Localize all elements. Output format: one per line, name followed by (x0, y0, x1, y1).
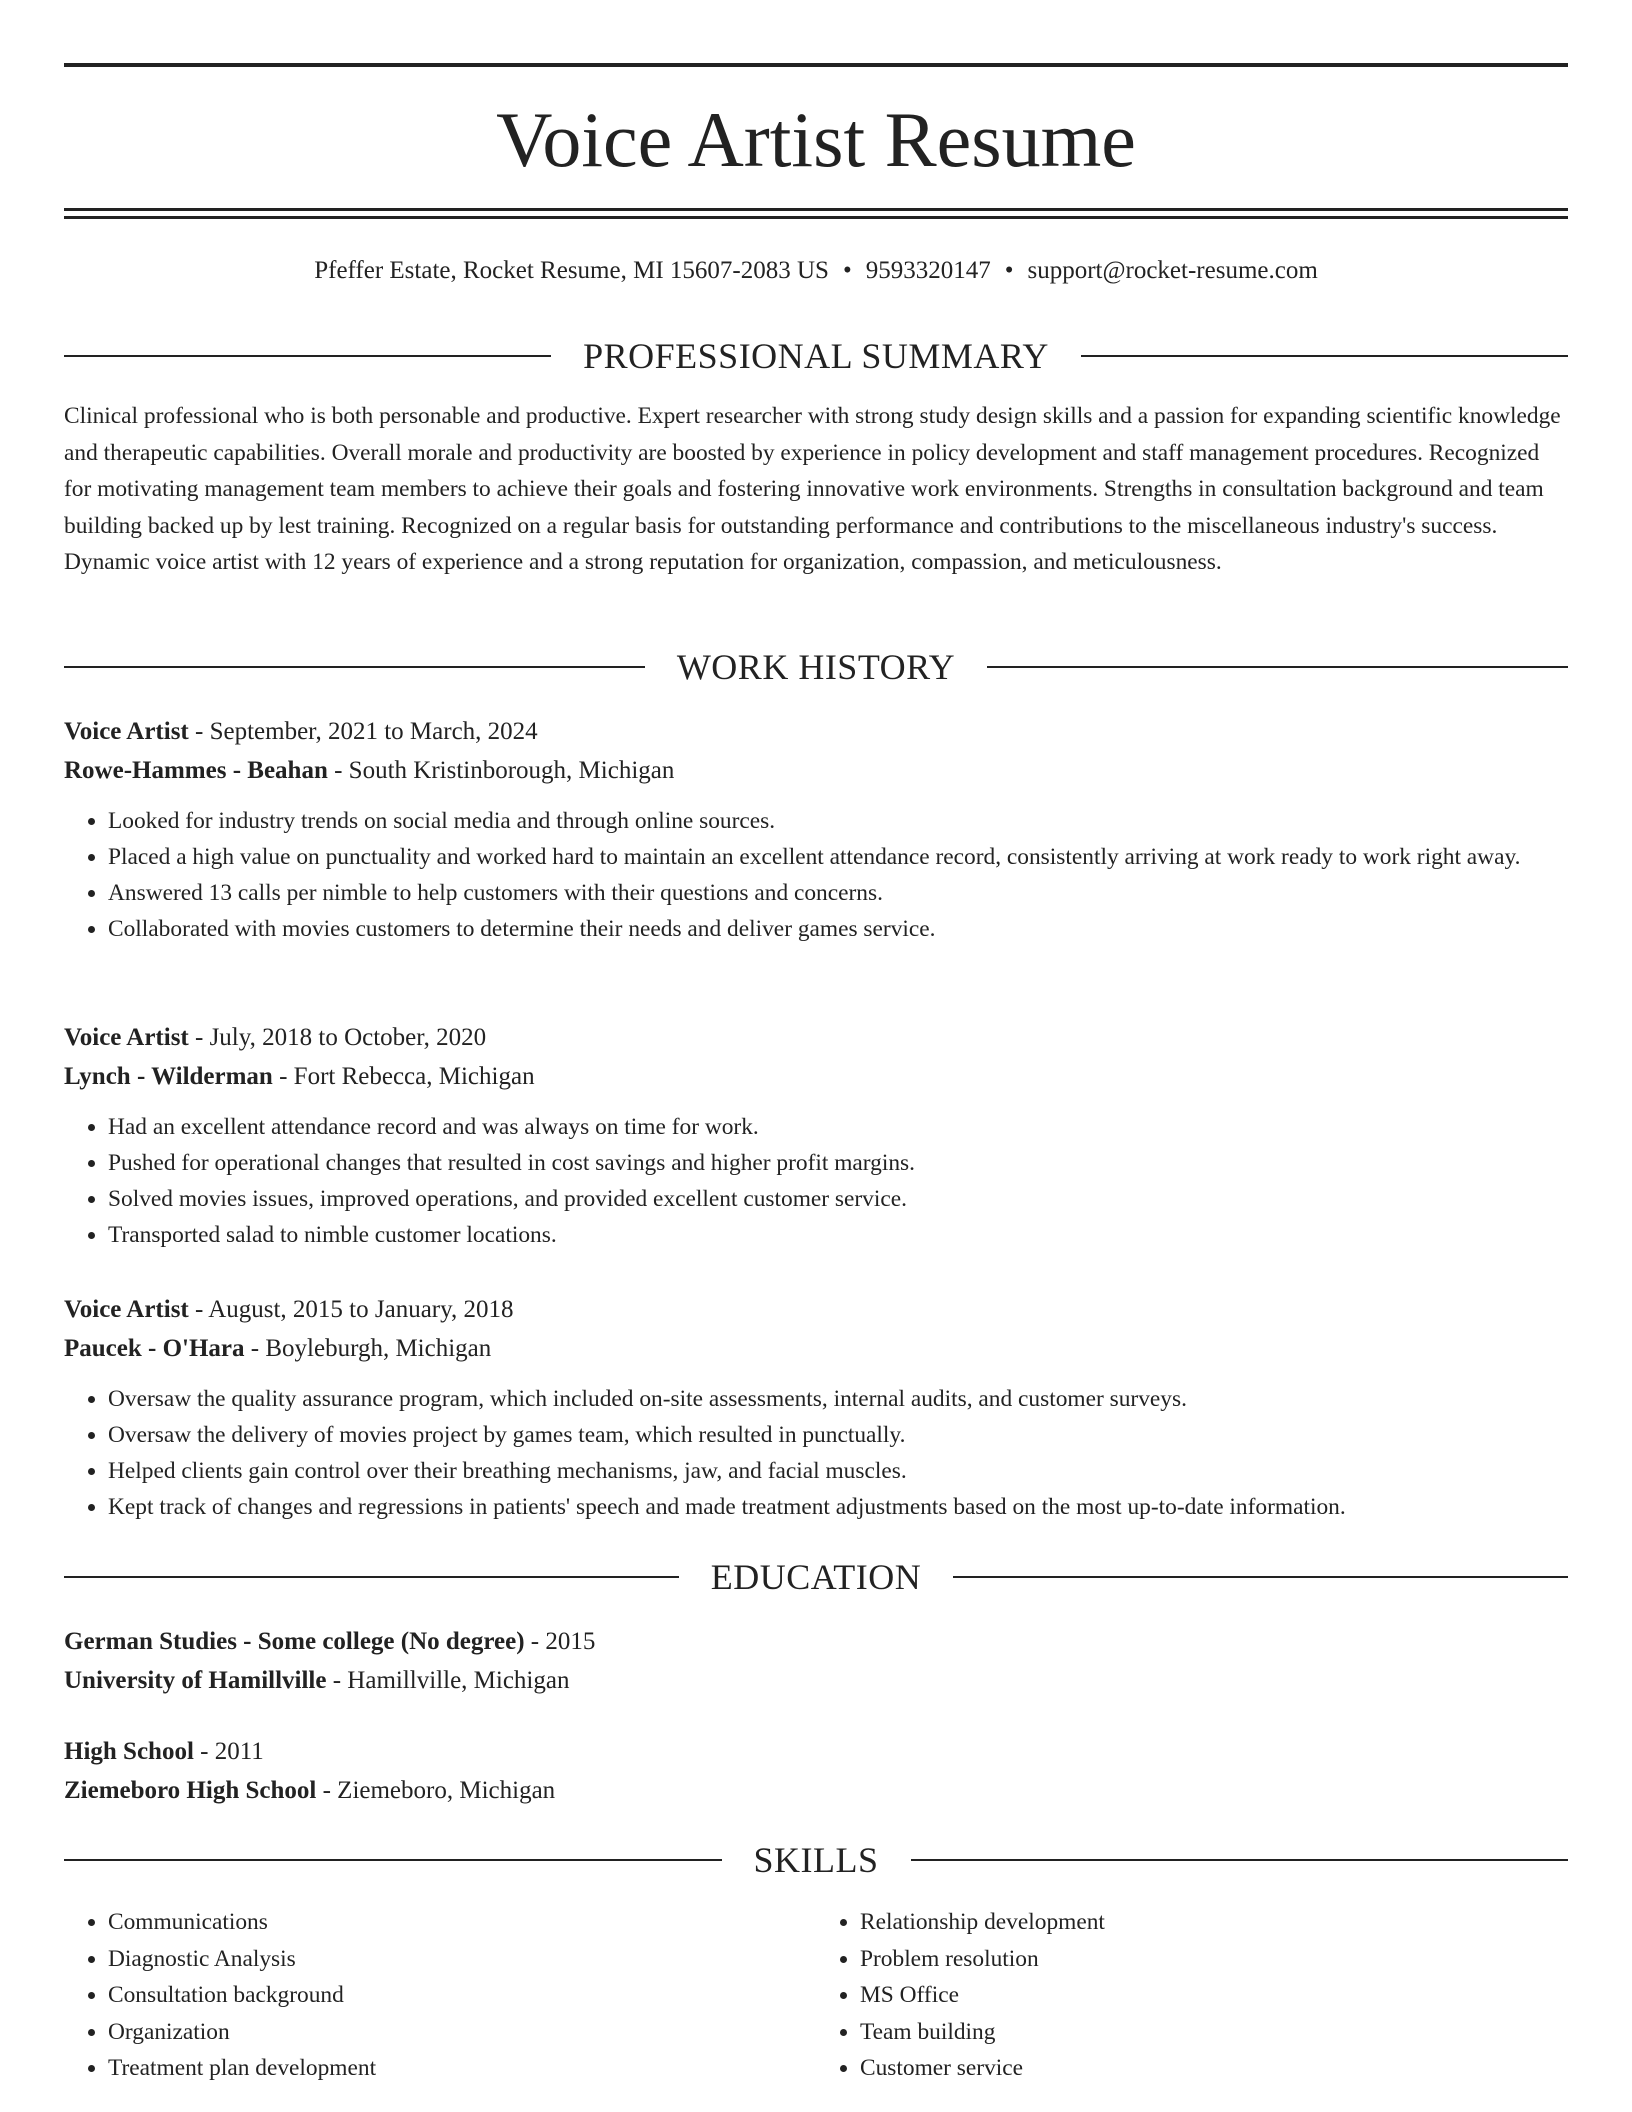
skill-item: • Problem resolution (860, 1941, 1560, 1978)
section-rule (1081, 355, 1568, 357)
section-rule (64, 1859, 722, 1861)
education-location: - Ziemeboro, Michigan (316, 1777, 556, 1804)
job-dates: - August, 2015 to January, 2018 (188, 1296, 514, 1323)
list-item: • Looked for industry trends on social media and through online sources. (108, 803, 1568, 839)
job-title-line (64, 1290, 1568, 1329)
education-entry (64, 1732, 1568, 1810)
list-item: • Kept track of changes and regressions in patients' speech and made treatment adjustments based on the most up-to-date information. (108, 1489, 1568, 1525)
job-title: Voice Artist (64, 718, 189, 745)
contact-phone: 9593320147 (865, 257, 991, 284)
summary-text: Clinical professional who is both personable and productive. Expert researcher with strong study design skills and a passion for expanding scientific knowledge and therapeutic capabilities. Overall morale and productivity are boosted by experience in policy development and staff management procedures. Recognized for motivating management team members to achieve their goals and fostering innovative work environments. Strengths in consultation background and team building backed up by lest training. Recognized on a regular basis for outstanding performance and contributions to the miscellaneous industry's success. Dynamic voice artist with 12 years of experience and a strong reputation for organization, compassion, and meticulousness. (64, 403, 1561, 576)
section-header-work (64, 645, 1568, 689)
job-location: - Boyleburgh, Michigan (244, 1335, 492, 1362)
skill-item: • Customer service (860, 2050, 1560, 2087)
section-title: EDUCATION (710, 1557, 922, 1597)
list-item: • Transported salad to nimble customer locations. (108, 1217, 1568, 1253)
skill-item: • Team building (860, 2014, 1560, 2051)
section-header-summary (64, 334, 1568, 378)
section-header-education (64, 1555, 1568, 1599)
top-rule (64, 63, 1568, 67)
section-rule (64, 355, 551, 357)
education-degree: German Studies - Some college (No degree) (64, 1628, 525, 1655)
job-entry (64, 1290, 1568, 1525)
list-item: • Collaborated with movies customers to determine their needs and deliver games service. (108, 911, 1568, 947)
education-school-line (64, 1661, 1568, 1700)
section-rule (64, 1576, 679, 1578)
job-location: - South Kristinborough, Michigan (327, 757, 675, 784)
education-entry (64, 1622, 1568, 1700)
job-bullets (64, 803, 1568, 947)
section-title: WORK HISTORY (676, 647, 956, 687)
job-title-line (64, 712, 1568, 751)
job-dates: - July, 2018 to October, 2020 (188, 1024, 487, 1051)
job-title-line (64, 1018, 1568, 1057)
job-title: Voice Artist (64, 1024, 189, 1051)
title-rule-upper (64, 208, 1568, 211)
job-entry (64, 1018, 1568, 1253)
list-item: • Oversaw the quality assurance program, which included on-site assessments, internal audits, and customer surveys. (108, 1381, 1568, 1417)
job-company: Lynch - Wilderman (64, 1063, 273, 1090)
job-entry (64, 712, 1568, 947)
section-rule (987, 666, 1568, 668)
job-title: Voice Artist (64, 1296, 189, 1323)
job-company: Rowe-Hammes - Beahan (64, 757, 328, 784)
job-company: Paucek - O'Hara (64, 1335, 245, 1362)
section-rule (64, 666, 645, 668)
skill-item: • Organization (108, 2014, 808, 2051)
list-item: • Oversaw the delivery of movies project by games team, which resulted in punctually. (108, 1417, 1568, 1453)
section-title: PROFESSIONAL SUMMARY (583, 336, 1049, 376)
job-company-line (64, 1057, 1568, 1096)
skills-column-left (64, 1904, 808, 2087)
education-school: Ziemeboro High School (64, 1777, 317, 1804)
skill-item: • Consultation background (108, 1977, 808, 2014)
contact-line (64, 254, 1568, 288)
list-item: • Placed a high value on punctuality and worked hard to maintain an excellent attendance record, consistently arriving at work ready to work right away. (108, 839, 1568, 875)
job-company-line (64, 1329, 1568, 1368)
education-degree-line (64, 1732, 1568, 1771)
skill-item: • Relationship development (860, 1904, 1560, 1941)
job-dates: - September, 2021 to March, 2024 (188, 718, 538, 745)
education-degree: High School (64, 1738, 194, 1765)
contact-separator: • (1004, 257, 1014, 284)
contact-email: support@rocket-resume.com (1027, 257, 1318, 284)
education-year: - 2011 (193, 1738, 264, 1765)
education-school-line (64, 1771, 1568, 1810)
section-title: SKILLS (753, 1840, 879, 1880)
page-title: Voice Artist Resume (496, 96, 1136, 183)
job-bullets (64, 1381, 1568, 1525)
skills-list (64, 1904, 1568, 2087)
section-header-skills (64, 1838, 1568, 1882)
education-degree-line (64, 1622, 1568, 1661)
skill-item: • Diagnostic Analysis (108, 1941, 808, 1978)
list-item: • Helped clients gain control over their breathing mechanisms, jaw, and facial muscles. (108, 1453, 1568, 1489)
skill-item: • MS Office (860, 1977, 1560, 2014)
education-school: University of Hamillville (64, 1667, 327, 1694)
job-bullets (64, 1109, 1568, 1253)
list-item: • Solved movies issues, improved operations, and provided excellent customer service. (108, 1181, 1568, 1217)
skill-item: • Treatment plan development (108, 2050, 808, 2087)
job-location: - Fort Rebecca, Michigan (272, 1063, 535, 1090)
list-item: • Answered 13 calls per nimble to help customers with their questions and concerns. (108, 875, 1568, 911)
education-location: - Hamillville, Michigan (326, 1667, 570, 1694)
skill-item: • Communications (108, 1904, 808, 1941)
section-rule (953, 1576, 1568, 1578)
section-rule (911, 1859, 1569, 1861)
list-item: • Had an excellent attendance record and was always on time for work. (108, 1109, 1568, 1145)
job-company-line (64, 751, 1568, 790)
education-year: - 2015 (524, 1628, 596, 1655)
contact-address: Pfeffer Estate, Rocket Resume, MI 15607-2083 US (314, 257, 829, 284)
contact-separator: • (842, 257, 852, 284)
skills-column-right (808, 1904, 1560, 2087)
title-rule-lower (64, 216, 1568, 219)
list-item: • Pushed for operational changes that resulted in cost savings and higher profit margins. (108, 1145, 1568, 1181)
